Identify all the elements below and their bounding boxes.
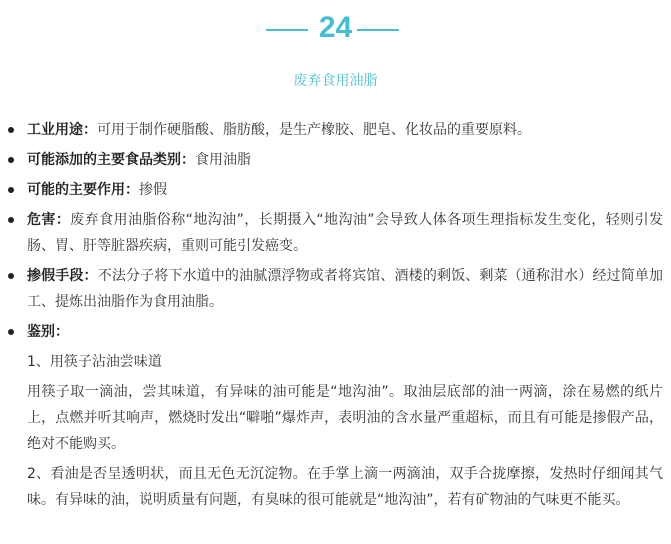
bullet-label: 掺假手段： bbox=[27, 268, 98, 284]
identify-step1-text: 用筷子取一滴油，尝其味道，有异味的油可能是“地沟油”。取油层底部的油一两滴，涂在易燃的纸片上，点燃并听其响声，燃烧时发出“噼啪”爆炸声，表明油的含水量严重超标，而且有可能是掺假产品，绝对不能购买。 bbox=[27, 384, 663, 452]
bullet-dot-icon bbox=[8, 127, 14, 133]
bullet-text: 可用于制作硬脂酸、脂肪酸，是生产橡胶、肥皂、化妆品的重要原料。 bbox=[97, 122, 531, 138]
identify-step1-title: 1、用筷子沾油尝味道 bbox=[27, 354, 162, 370]
bullet-label: 工业用途： bbox=[27, 122, 97, 138]
article-content bbox=[0, 117, 671, 513]
bullet-dot-icon bbox=[8, 217, 14, 223]
bullet-industrial-use bbox=[0, 117, 671, 143]
bullet-dot-icon bbox=[8, 157, 14, 163]
bullet-text: 食用油脂 bbox=[195, 152, 251, 168]
bullet-identification bbox=[0, 319, 671, 345]
bullet-text: 不法分子将下水道中的油腻漂浮物或者将宾馆、酒楼的剩饭、剩菜（通称泔水）经过简单加工、提炼出油脂作为食用油脂。 bbox=[27, 268, 664, 310]
bullet-label: 鉴别： bbox=[27, 324, 69, 340]
bullet-hazard bbox=[0, 207, 671, 259]
bullet-dot-icon bbox=[8, 273, 14, 279]
bullet-text: 废弃食用油脂俗称“地沟油”，长期摄入“地沟油”会导致人体各项生理指标发生变化，轻则引发肠、胃、肝等脏器疾病，重则可能引发癌变。 bbox=[27, 212, 663, 254]
section-number-header bbox=[0, 10, 671, 46]
header-right-rule bbox=[357, 29, 399, 31]
section-number: 24 bbox=[318, 11, 353, 44]
section-title: 废弃食用油脂 bbox=[293, 73, 378, 89]
bullet-dot-icon bbox=[8, 329, 14, 335]
bullet-adulteration bbox=[0, 263, 671, 315]
bullet-dot-icon bbox=[8, 187, 14, 193]
bullet-food-category bbox=[0, 147, 671, 173]
identify-step2-text: 2、看油是否呈透明状，而且无色无沉淀物。在手掌上滴一两滴油，双手合拢摩擦，发热时仔细闻其气味。有异味的油，说明质量有问题，有臭味的很可能就是“地沟油”，若有矿物油的气味更不能买。 bbox=[27, 466, 663, 508]
bullet-text: 掺假 bbox=[139, 182, 167, 198]
bullet-label: 可能的主要作用： bbox=[27, 182, 139, 198]
bullet-label: 可能添加的主要食品类别： bbox=[27, 152, 195, 168]
bullet-label: 危害： bbox=[27, 212, 71, 228]
bullet-main-effect bbox=[0, 177, 671, 203]
